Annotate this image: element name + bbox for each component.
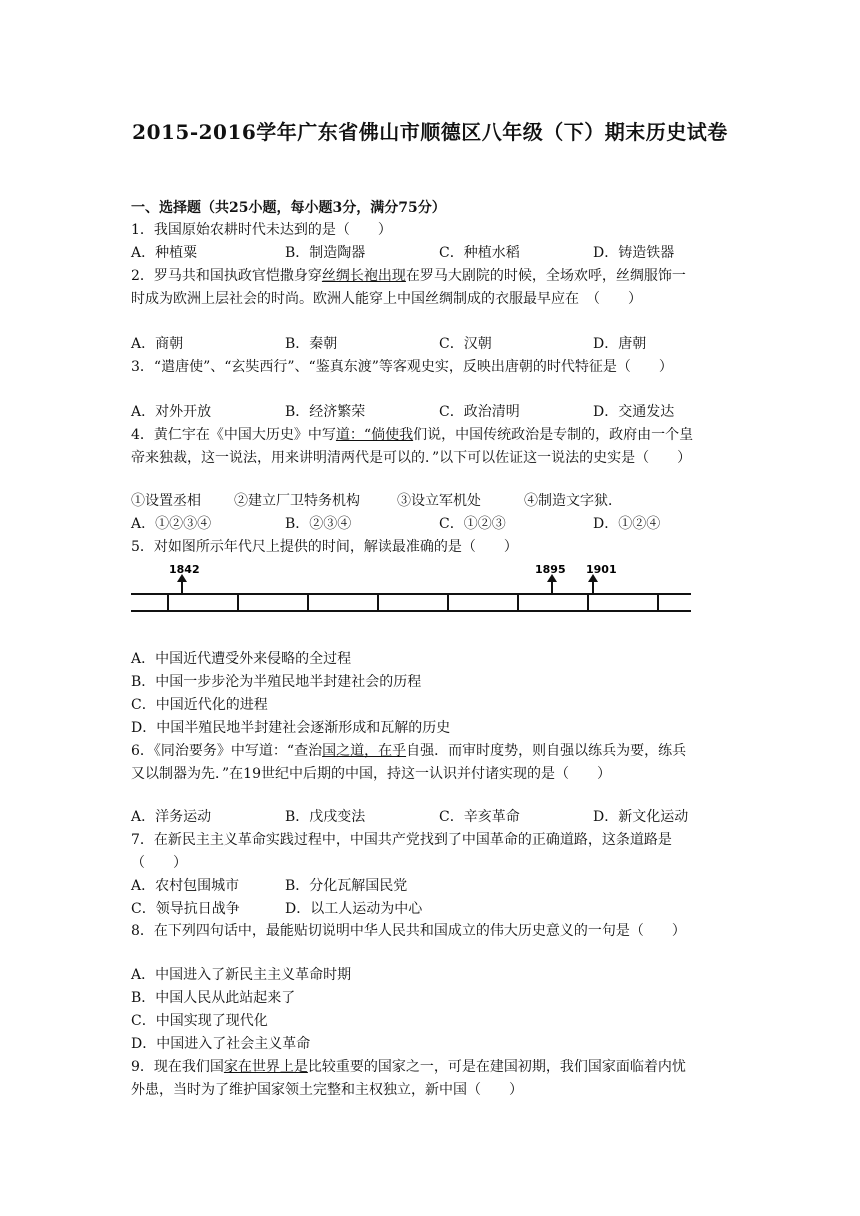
q2-option-d: D．唐朝 (593, 336, 647, 352)
question-1-stem: 1．我国原始农耕时代未达到的是（ ） (131, 222, 392, 238)
q2-option-a: A．商朝 (131, 336, 184, 352)
question-7-stem-line2: （ ） (131, 855, 187, 871)
question-4-stem-line1: 4．黄仁宇在《中国大历史》中写道：“倘使我们说，中国传统政治是专制的，政府由一个皇 (131, 427, 694, 443)
svg-text:1842: 1842 (169, 563, 200, 576)
question-9-stem-line1: 9．现在我们国家在世界上是比较重要的国家之一，可是在建国初期，我们国家面临着内忧 (131, 1059, 686, 1075)
q4-item-2: ②建立厂卫特务机构 (234, 493, 360, 509)
question-6-stem-line2: 又以制器为先．”在19世纪中后期的中国，持这一认识并付诸实现的是（ ） (131, 766, 611, 782)
section-heading: 一、选择题（共25小题，每小题3分，满分75分） (131, 200, 446, 216)
question-2-stem-line2: 时成为欧洲上层社会的时尚。欧洲人能穿上中国丝绸制成的衣服最早应在 （ ） (131, 291, 642, 307)
q4-option-b: B．②③④ (285, 516, 352, 532)
q3-option-a: A．对外开放 (131, 404, 212, 420)
q8-option-b: B．中国人民从此站起来了 (131, 990, 296, 1006)
q7-option-b: B．分化瓦解国民党 (285, 878, 408, 894)
q3-option-b: B．经济繁荣 (285, 404, 366, 420)
q4-option-a: A．①②③④ (131, 516, 212, 532)
q6-option-c: C．辛亥革命 (439, 809, 520, 825)
q4-item-4: ④制造文字狱． (524, 493, 622, 509)
question-9-stem-line2: 外患，当时为了维护国家领土完整和主权独立，新中国（ ） (131, 1082, 523, 1098)
question-3-stem: 3．“遣唐使”、“玄奘西行”、“鉴真东渡”等客观史实，反映出唐朝的时代特征是（ ） (131, 359, 673, 375)
timeline-ruler (131, 562, 696, 622)
q2-option-b: B．秦朝 (285, 336, 338, 352)
q4-item-3: ③设立军机处 (397, 493, 481, 509)
q4-option-c: C．①②③ (439, 516, 506, 532)
q3-option-d: D．交通发达 (593, 404, 675, 420)
question-6-stem-line1: 6．《同治要务》中写道：“查治国之道，在乎自强．而审时度势，则自强以练兵为要，练兵 (131, 743, 687, 759)
question-8-stem: 8．在下列四句话中，最能贴切说明中华人民共和国成立的伟大历史意义的一句是（ ） (131, 923, 686, 939)
timeline-marker-1842 (169, 563, 200, 594)
q5-option-d: D．中国半殖民地半封建社会逐渐形成和瓦解的历史 (131, 720, 451, 736)
q7-option-d: D．以工人运动为中心 (285, 901, 423, 917)
q6-option-d: D．新文化运动 (593, 809, 689, 825)
q5-option-b: B．中国一步步沦为半殖民地半封建社会的历程 (131, 674, 422, 690)
q6-option-b: B．戊戌变法 (285, 809, 366, 825)
q7-option-a: A．农村包围城市 (131, 878, 240, 894)
svg-text:1901: 1901 (586, 563, 617, 576)
q3-option-c: C．政治清明 (439, 404, 520, 420)
question-7-stem-line1: 7．在新民主主义革命实践过程中，中国共产党找到了中国革命的正确道路，这条道路是 (131, 832, 672, 848)
q1-option-b: B．制造陶器 (285, 245, 366, 261)
q2-option-c: C．汉朝 (439, 336, 492, 352)
q6-option-a: A．洋务运动 (131, 809, 212, 825)
page-title: 2015-2016学年广东省佛山市顺德区八年级（下）期末历史试卷 (132, 120, 728, 144)
q1-option-d: D．铸造铁器 (593, 245, 675, 261)
question-4-stem-line2: 帝来独裁，这一说法，用来讲明清两代是可以的．”以下可以佐证这一说法的史实是（ ） (131, 450, 692, 466)
q5-option-c: C．中国近代化的进程 (131, 697, 268, 713)
q5-option-a: A．中国近代遭受外来侵略的全过程 (131, 651, 352, 667)
q4-item-1: ①设置丞相 (131, 493, 201, 509)
timeline-marker-1895 (535, 563, 566, 594)
q1-option-c: C．种植水稻 (439, 245, 520, 261)
q8-option-c: C．中国实现了现代化 (131, 1013, 268, 1029)
q8-option-a: A．中国进入了新民主主义革命时期 (131, 967, 352, 983)
svg-text:1895: 1895 (535, 563, 566, 576)
timeline-marker-1901 (586, 563, 617, 594)
question-5-stem: 5．对如图所示年代尺上提供的时间，解读最准确的是（ ） (131, 539, 518, 555)
q8-option-d: D．中国进入了社会主义革命 (131, 1036, 311, 1052)
q1-option-a: A．种植粟 (131, 245, 198, 261)
question-2-stem-line1: 2．罗马共和国执政官恺撒身穿丝绸长袍出现在罗马大剧院的时候，全场欢呼，丝绸服饰一 (131, 268, 686, 284)
q4-option-d: D．①②④ (593, 516, 661, 532)
q7-option-c: C．领导抗日战争 (131, 901, 240, 917)
